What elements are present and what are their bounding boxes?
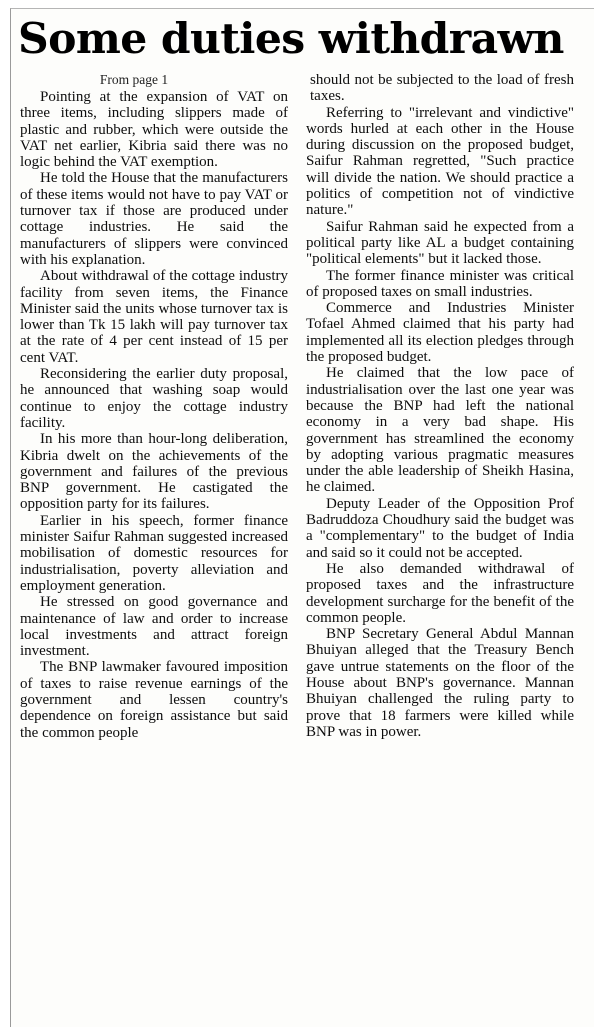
paragraph: He claimed that the low pace of industrialisation over the last one year was because the BNP had left the national economy in a very bad shape. His government has streamlined the economy by adopting various pragmatic measures under the able leadership of Sheikh Hasina, he claimed. (306, 365, 574, 496)
right-column (306, 72, 574, 740)
paragraph: Pointing at the expansion of VAT on three items, including slippers made of plastic and rubber, which were outside the VAT net earlier, Kibria said there was no logic behind the VAT exemption. (20, 89, 288, 171)
byline: From page 1 (99, 72, 169, 87)
paragraph: About withdrawal of the cottage industry facility from seven items, the Finance Minister said the units whose turnover tax is lower than Tk 15 lakh will pay turnover tax at the rate of 4 per cent instead of 15 per cent VAT. (20, 268, 288, 366)
paragraph: Reconsidering the earlier duty proposal, he announced that washing soap would continue to enjoy the cottage industry facility. (20, 366, 288, 431)
paragraph: Saifur Rahman said he expected from a political party like AL a budget containing "political elements" but it lacked those. (306, 218, 574, 268)
paragraph: BNP Secretary General Abdul Mannan Bhuiyan alleged that the Treasury Bench gave untrue statements on the floor of the House about BNP's governance. Mannan Bhuiyan challenged the ruling party to prove that 18 farmers were killed while BNP was in power. (306, 626, 574, 740)
paragraph-continued: should not be subjected to the load of fresh taxes. (310, 72, 574, 105)
paragraph: The BNP lawmaker favoured imposition of taxes to raise revenue earnings of the government and lessen country's dependence on foreign assistance but said the common people (20, 659, 288, 741)
paragraph: The former finance minister was critical of proposed taxes on small industries. (306, 267, 574, 300)
paragraph: In his more than hour-long deliberation, Kibria dwelt on the achievements of the government and failures of the previous BNP government. He castigated the opposition party for its failures. (20, 431, 288, 513)
paragraph: Referring to "irrelevant and vindictive" words hurled at each other in the House during discussion on the proposed budget, Saifur Rahman regretted, "Such practice will divide the nation. We should practice a politics of competition not of vindictive nature." (306, 104, 574, 219)
left-column (20, 72, 288, 741)
paragraph: Earlier in his speech, former finance minister Saifur Rahman suggested increased mobilisation of domestic resources for industrialisation, poverty alleviation and employment generation. (20, 512, 288, 594)
paragraph: Commerce and Industries Minister Tofael Ahmed claimed that his party had implemented all its election pledges through the proposed budget. (306, 300, 574, 366)
paragraph: He stressed on good governance and maintenance of law and order to increase local investments and attract foreign investment. (20, 594, 288, 660)
paragraph: Deputy Leader of the Opposition Prof Badruddoza Choudhury said the budget was a "complementary" to the budget of India and said so it could not be accepted. (306, 495, 574, 561)
paragraph: He told the House that the manufacturers of these items would not have to pay VAT or turnover tax if those are produced under cottage industries. He said the manufacturers of slippers were convinced with his explanation. (20, 170, 288, 268)
headline: Some duties withdrawn (18, 14, 564, 64)
paragraph: He also demanded withdrawal of proposed taxes and the infrastructure development surcharge for the benefit of the common people. (306, 560, 574, 626)
